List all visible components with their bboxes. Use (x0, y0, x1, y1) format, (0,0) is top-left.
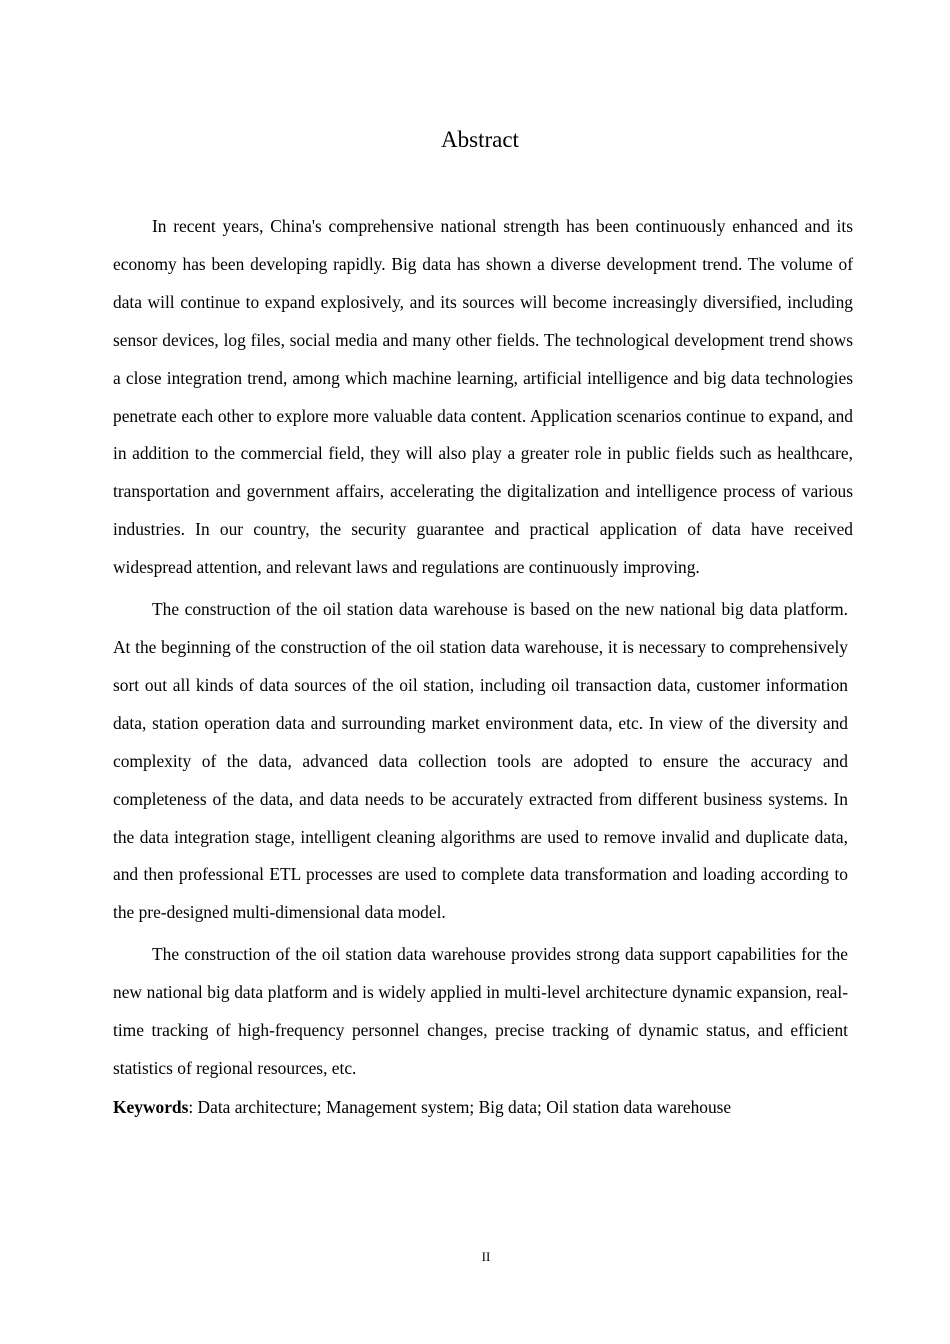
abstract-title: Abstract (441, 127, 519, 152)
keywords-label: Keywords (113, 1096, 189, 1117)
keywords-line (113, 1092, 853, 1122)
abstract-paragraph-3: The construction of the oil station data warehouse provides strong data support capabilities for the new national big data platform and is widely applied in multi-level architecture dynamic expansion, real-time tracking of high-frequency personnel changes, precise tracking of dynamic status, and efficient statistics of regional resources, etc. (113, 944, 848, 1078)
abstract-body (113, 208, 853, 1122)
keywords-text: : Data architecture; Management system; Big data; Oil station data warehouse (188, 1096, 732, 1117)
page-number: II (481, 1249, 491, 1264)
abstract-paragraph-1: In recent years, China's comprehensive national strength has been continuously enhanced and its economy has been developing rapidly. Big data has shown a diverse development trend. The volume of data will continue to expand explosively, and its sources will become increasingly diversified, including sensor devices, log files, social media and many other fields. The technological development trend shows a close integration trend, among which machine learning, artificial intelligence and big data technologies penetrate each other to explore more valuable data content. Application scenarios continue to expand, and in addition to the commercial field, they will also play a greater role in public fields such as healthcare, transportation and government affairs, accelerating the digitalization and intelligence process of various industries. In our country, the security guarantee and practical application of data have received widespread attention, and relevant laws and regulations are continuously improving. (113, 216, 853, 578)
abstract-paragraph-2: The construction of the oil station data warehouse is based on the new national big data platform. At the beginning of the construction of the oil station data warehouse, it is necessary to comprehensively sort out all kinds of data sources of the oil station, including oil transaction data, customer information data, station operation data and surrounding market environment data, etc. In view of the diversity and complexity of the data, advanced data collection tools are adopted to ensure the accuracy and completeness of the data, and data needs to be accurately extracted from different business systems. In the data integration stage, intelligent cleaning algorithms are used to remove invalid and duplicate data, and then professional ETL processes are used to complete data transformation and loading according to the pre-designed multi-dimensional data model. (113, 599, 848, 923)
